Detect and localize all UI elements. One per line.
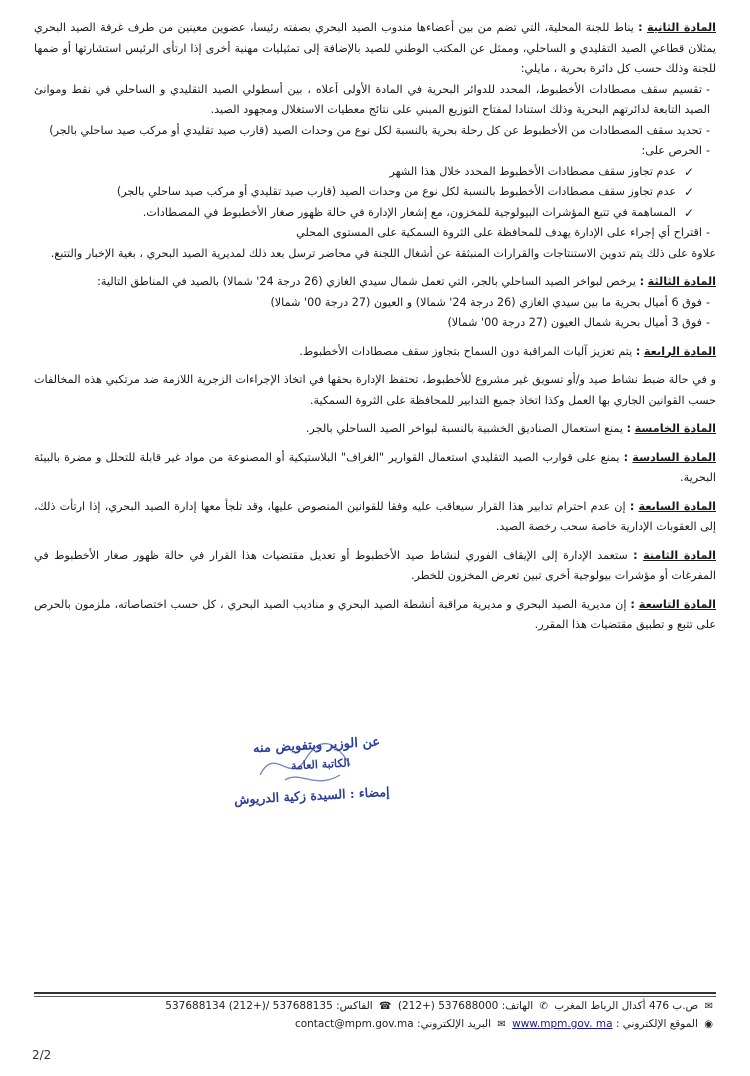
article-9-title: المادة التاسعة xyxy=(638,597,716,611)
check-mark-icon: ✓ xyxy=(683,205,694,220)
article-3-bullet-2: -فوق 3 أميال بحرية شمال العيون (27 درجة 00' شمالا) xyxy=(447,316,710,329)
article-2-check-3: ✓ المساهمة في تتبع المؤشرات البيولوجية للمخزون، مع إشعار الإدارة في حالة ظهور صغار الأخطبوط في المصطادات. xyxy=(34,203,716,224)
decree-body xyxy=(34,18,716,636)
stamp-line-2: الكاتبة العامة xyxy=(290,756,351,773)
article-2-care-label: -الحرص على: xyxy=(641,144,710,157)
article-7-title: المادة السابعة xyxy=(638,499,717,513)
article-2-text: يناط للجنة المحلية، التي تضم من بين أعضاءها مندوب الصيد البحري بصفته رئيسا، عضوين معينين من طرف غرفة الصيد البحري يمثلان قطاعي الصيد التقليدي و الساحلي، وممثل عن المكتب الوطني للصيد بالإضافة إلى تمثيليات مهنية أخرى إذا ارتأى الرئيس استشارتها أو ضمها للجنة وذلك حسب كل دائرة بحرية ، مايلي: xyxy=(34,21,716,75)
footer xyxy=(34,1000,716,1036)
fax-icon: ☎ xyxy=(379,1001,392,1012)
footer-email-label: البريد الإلكتروني: xyxy=(417,1018,492,1030)
envelope-icon: ✉ xyxy=(704,1001,713,1012)
article-2-bullet-1: -تقسيم سقف مصطادات الأخطبوط، المحدد للدوائر البحرية في المادة الأولى أعلاه ، بين أسطولي الصيد التقليدي و الساحلي في نقط وموانئ الصيد التابعة لدائرتهم البحرية وذلك استنادا لمفتاح التوزيع المبني على نتائج معطيات الاستغلال ومجهود الصيد. xyxy=(34,82,710,116)
footer-phone: (212+) 537688000 xyxy=(397,1000,499,1012)
article-6: المادة السادسة : يمنع على قوارب الصيد التقليدي استعمال القوارير "الغراف" البلاستيكية أو المصنوعة من مواد غير قابلة للتحلل و مضرة بالبيئة البحرية. xyxy=(34,450,716,484)
footer-divider xyxy=(34,992,716,994)
check-mark-icon: ✓ xyxy=(683,185,694,199)
article-2-check-1: ✓ عدم تجاوز سقف مصطادات الأخطبوط المحدد خلال هذا الشهر xyxy=(34,162,716,183)
footer-divider-thin xyxy=(34,996,716,997)
article-4-text: يتم تعزيز آليات المراقبة دون السماح بتجاوز سقف مصطادات الأخطبوط. xyxy=(299,344,633,358)
footer-row-2 xyxy=(34,1018,716,1036)
page-number: 2/2 xyxy=(32,1048,52,1062)
phone-icon: ✆ xyxy=(539,1001,548,1012)
article-8-title: المادة الثامنة xyxy=(643,548,716,562)
article-8-text: ستعمد الإدارة إلى الإيقاف الفوري لنشاط صيد الأخطبوط أو تعديل مقتضيات هذا القرار في حالة ظهور صغار الأخطبوط في المفرغات أو مؤشرات بيولوجية أخرى تبين تعرض المخزون للخطر. xyxy=(34,548,716,582)
check-mark-icon: ✓ xyxy=(683,164,694,179)
footer-website-link[interactable]: www.mpm.gov. ma xyxy=(512,1018,613,1030)
article-4-title: المادة الرابعة xyxy=(643,344,716,358)
email-icon: ✉ xyxy=(497,1019,506,1030)
footer-fax-label: الفاكس: xyxy=(336,1000,373,1012)
article-3-title: المادة الثالثة xyxy=(647,275,716,288)
globe-icon: ◉ xyxy=(704,1019,713,1030)
article-2: المادة الثانية : يناط للجنة المحلية، التي تضم من بين أعضاءها مندوب الصيد البحري بصفته رئيسا، عضوين معينين من طرف غرفة الصيد البحري يمثلان قطاعي الصيد التقليدي و الساحلي، وممثل عن المكتب الوطني للصيد بالإضافة إلى تمثيليات مهنية أخرى إذا ارتأى الرئيس استشارتها أو ضمها للجنة وذلك حسب كل دائرة بحرية ، مايلي: xyxy=(34,21,716,75)
signature-stamp xyxy=(215,734,391,818)
footer-phone-label: الهاتف: xyxy=(501,1000,534,1012)
footer-site-label: الموقع الإلكتروني : xyxy=(615,1018,698,1030)
article-8: المادة الثامنة : ستعمد الإدارة إلى الإيقاف الفوري لنشاط صيد الأخطبوط أو تعديل مقتضيات هذا القرار في حالة ظهور صغار الأخطبوط في المفرغات أو مؤشرات بيولوجية أخرى تبين تعرض المخزون للخطر. xyxy=(34,548,716,582)
article-9-text: إن مديرية الصيد البحري و مديرية مراقبة أنشطة الصيد البحري و مناديب الصيد البحري ، كل حسب اختصاصاته، ملزمون بالحرص على تتبع و تطبيق مقتضيات هذا المقرر. xyxy=(34,597,716,631)
footer-email[interactable]: contact@mpm.gov.ma xyxy=(294,1018,414,1030)
article-6-text: يمنع على قوارب الصيد التقليدي استعمال القوارير "الغراف" البلاستيكية أو المصنوعة من مواد غير قابلة للتحلل و مضرة بالبيئة البحرية. xyxy=(34,450,716,484)
article-4-paragraph: و في حالة ضبط نشاط صيد و/أو تسويق غير مشروع للأخطبوط، تحتفظ الإدارة بحقها في اتخاذ الإجراءات الزجرية اللازمة ضد مرتكبي هذه المخالفات حسب القوانين الجاري بها العمل وكذا اتخاذ جميع التدابير للمحافظة على الثروة السمكية. xyxy=(34,373,716,407)
article-2-title: المادة الثانية xyxy=(646,21,716,34)
article-9: المادة التاسعة : إن مديرية الصيد البحري و مديرية مراقبة أنشطة الصيد البحري و مناديب الصيد البحري ، كل حسب اختصاصاته، ملزمون بالحرص على تتبع و تطبيق مقتضيات هذا المقرر. xyxy=(34,597,716,631)
article-7-text: إن عدم احترام تدابير هذا القرار سيعاقب عليه وفقا للقوانين المنصوص عليها، وقد تلجأ معها إدارة الصيد البحري، إذا ارتأت ذلك، إلى العقوبات الإدارية خاصة سحب رخصة الصيد. xyxy=(34,499,716,533)
footer-row-1 xyxy=(34,1000,716,1018)
stamp-line-3: إمضاء : السيدة زكية الدريوش xyxy=(234,783,391,808)
article-2-check-2: ✓ عدم تجاوز سقف مصطادات الأخطبوط بالنسبة لكل نوع من وحدات الصيد (قارب صيد تقليدي أو مركب صيد ساحلي بالجر) xyxy=(34,182,716,203)
article-2-closing: علاوة على ذلك يتم تدوين الاستنتاجات والقرارات المنبثقة عن أشغال اللجنة في محاضر ترسل بعد ذلك لمديرية الصيد البحري ، بغية الإخبار والتتبع. xyxy=(50,246,716,260)
article-3: المادة الثالثة : يرخص لبواخر الصيد الساحلي بالجر، التي تعمل شمال سيدي الغازي (26 درجة 24' شمالا) بالصيد في المناطق التالية: xyxy=(97,275,716,288)
article-3-text: يرخص لبواخر الصيد الساحلي بالجر، التي تعمل شمال سيدي الغازي (26 درجة 24' شمالا) بالصيد في المناطق التالية: xyxy=(97,275,637,288)
article-5: المادة الخامسة : يمنع استعمال الصناديق الخشبية بالنسبة لبواخر الصيد الساحلي بالجر. xyxy=(305,422,716,435)
article-6-title: المادة السادسة xyxy=(632,450,716,464)
footer-address: ص.ب 476 أكدال الرباط المغرب xyxy=(554,1000,699,1012)
article-2-bullet-3: -اقتراح أي إجراء على الإدارة يهدف للمحافظة على الثروة السمكية على المستوى المحلي xyxy=(296,226,710,239)
footer-fax: 537688134 (212+)/ 537688135 xyxy=(165,1000,333,1012)
article-7: المادة السابعة : إن عدم احترام تدابير هذا القرار سيعاقب عليه وفقا للقوانين المنصوص عليها، وقد تلجأ معها إدارة الصيد البحري، إذا ارتأت ذلك، إلى العقوبات الإدارية خاصة سحب رخصة الصيد. xyxy=(34,499,717,533)
stamp-line-1: عن الوزير وبتفويض منه xyxy=(252,734,381,757)
article-4: المادة الرابعة : يتم تعزيز آليات المراقبة دون السماح بتجاوز سقف مصطادات الأخطبوط. xyxy=(299,344,716,358)
article-5-title: المادة الخامسة xyxy=(634,422,716,435)
article-5-text: يمنع استعمال الصناديق الخشبية بالنسبة لبواخر الصيد الساحلي بالجر. xyxy=(305,422,624,435)
article-2-bullet-2: -تحديد سقف المصطادات من الأخطبوط عن كل رحلة بحرية بالنسبة لكل نوع من وحدات الصيد (قارب صيد تقليدي أو مركب صيد ساحلي بالجر) xyxy=(49,123,710,137)
article-3-bullet-1: -فوق 6 أميال بحرية ما بين سيدي الغازي (26 درجة 24' شمالا) و العيون (27 درجة 00' شمالا) xyxy=(270,295,710,309)
